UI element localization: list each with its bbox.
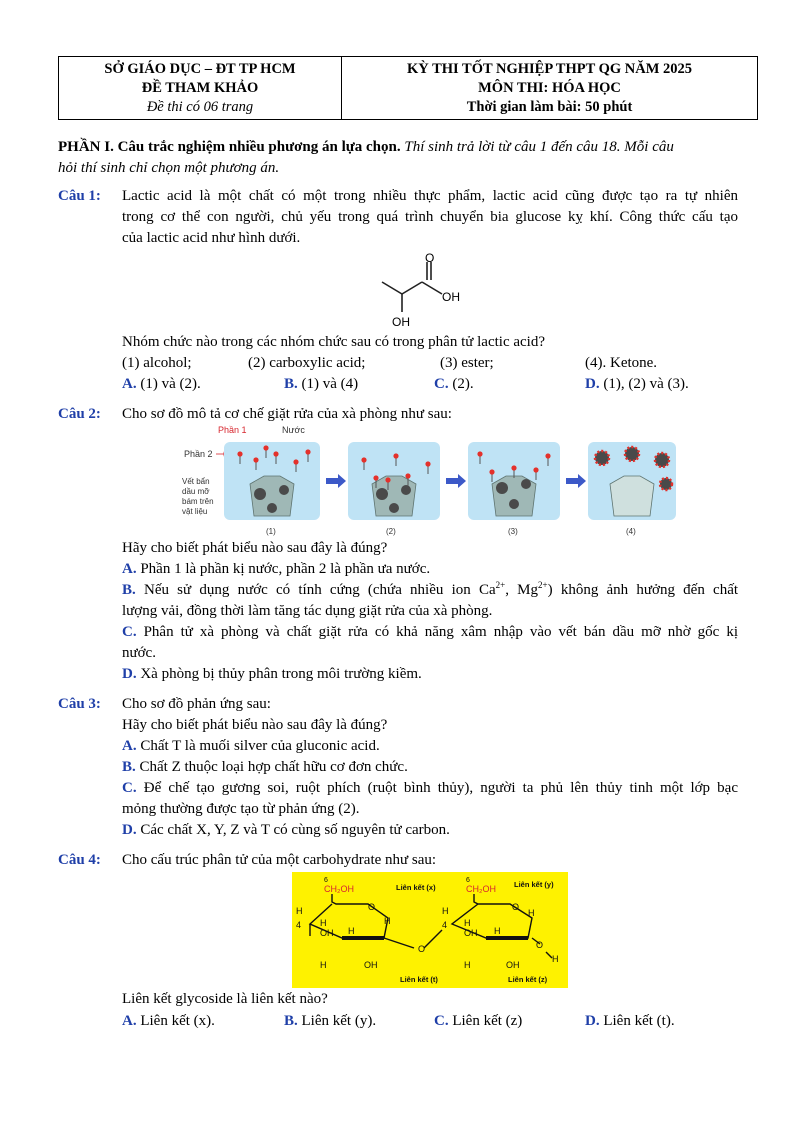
carbonyl-o-label: O [425,252,435,265]
superscript: 2+ [495,580,506,590]
page-count: Đề thi có 06 trang [146,98,254,115]
q1-label: Câu 1: [58,188,101,204]
part-title: PHẦN I. Câu trắc nghiệm nhiều phương án lựa chọn. [58,139,401,155]
ch2oh-left: CH₂OH [324,884,354,894]
label-water: Nước [282,425,305,435]
q2-option-a[interactable] [122,559,430,580]
option-text: Xà phòng bị thủy phân trong môi trường kiềm. [140,666,422,682]
q1-question: Nhóm chức nào trong các nhóm chức sau có trong phân tử lactic acid? [122,334,545,350]
svg-text:H: H [320,918,327,928]
option-text: ) không ảnh hưởng đến chất [547,582,739,598]
q4-question: Liên kết glycoside là liên kết nào? [122,991,328,1007]
option-text: Chất Z thuộc loại hợp chất hữu cơ đơn chức. [139,759,408,775]
svg-text:O: O [368,902,376,912]
label-dirt-4: vật liệu [182,507,208,516]
q3-option-c[interactable] [122,778,738,799]
svg-text:OH: OH [464,928,478,938]
svg-text:OH: OH [320,928,334,938]
option-text: Liên kết (x). [140,1013,215,1029]
bond-y-label: Liên kết (y) [514,880,554,889]
bond-x-label: Liên kết (x) [396,883,436,892]
q3-label: Câu 3: [58,696,101,712]
svg-text:6: 6 [466,877,470,884]
alcohol-oh-label: OH [392,315,410,329]
step-2-label: (2) [386,527,396,536]
option-letter: B. [122,759,136,775]
q1-choice-3: (3) ester; [440,355,494,371]
label-dirt-2: dầu mỡ [182,487,210,496]
q3-option-d[interactable] [122,820,450,841]
svg-text:O: O [418,944,426,954]
q4-option-a[interactable] [122,1011,215,1032]
option-text: Liên kết (z) [452,1013,523,1029]
option-letter: B. [284,1013,298,1029]
option-text: Phân tử xà phòng và chất giặt rửa có khả năng xâm nhập vào vết bán dầu mỡ nhờ gốc kị [143,624,739,640]
q1-choice-2: (2) carboxylic acid; [248,355,366,371]
department: SỞ GIÁO DỤC – ĐT TP HCM [104,60,296,77]
q2-option-b[interactable] [122,580,738,601]
option-letter: A. [122,376,137,392]
q1-text-3: của lactic acid như hình dưới. [122,230,301,246]
option-letter: C. [122,780,137,796]
svg-text:6: 6 [324,877,328,884]
part-instruction: Thí sinh trả lời từ câu 1 đến câu 18. Mỗi câu [404,139,674,155]
step-3-label: (3) [508,527,518,536]
q1-option-b[interactable] [284,374,358,395]
svg-text:H: H [552,954,559,964]
option-text: Liên kết (y). [301,1013,377,1029]
svg-text:OH: OH [364,960,378,970]
soap-washing-diagram [180,424,680,540]
option-text: (1) và (4) [301,376,359,392]
lactic-acid-structure [370,252,480,334]
part-instruction-2: hỏi thí sinh chỉ chọn một phương án. [58,160,280,176]
option-letter: C. [122,624,137,640]
svg-text:H: H [528,908,535,918]
svg-text:H: H [442,906,449,916]
part-title-line [58,137,738,158]
q4-option-d[interactable] [585,1011,675,1032]
disaccharide-structure [292,872,568,988]
option-text: , Mg [505,582,539,598]
q3-option-a[interactable] [122,736,380,757]
bond-z-label: Liên kết (z) [508,975,548,984]
option-text: Để chế tạo gương soi, ruột phích (ruột bình thủy), người ta phủ lên thủy tinh một lớp bạc [143,780,738,796]
option-text: Phần 1 là phần kị nước, phần 2 là phần ưa nước. [140,561,431,577]
q2-option-b-cont: lượng vải, đồng thời làm tăng tác dụng giặt rửa của xà phòng. [122,603,493,619]
option-letter: D. [122,822,137,838]
option-text: Liên kết (t). [603,1013,675,1029]
header-left [59,57,342,119]
option-text: Nếu sử dụng nước có tính cứng (chứa nhiều ion Ca [143,582,496,598]
exam-name: KỲ THI TỐT NGHIỆP THPT QG NĂM 2025 [406,60,693,77]
svg-text:H: H [296,906,303,916]
option-text: Chất T là muối silver của gluconic acid. [140,738,380,754]
q4-option-c[interactable] [434,1011,522,1032]
ch2oh-right: CH₂OH [466,884,496,894]
q2-intro: Cho sơ đồ mô tả cơ chế giặt rửa của xà phòng như sau: [122,406,452,422]
svg-text:H: H [348,926,355,936]
option-letter: A. [122,561,137,577]
svg-text:H: H [320,960,327,970]
label-dirt-3: bám trên [182,497,214,506]
subject: MÔN THI: HÓA HỌC [478,79,621,96]
svg-text:H: H [494,926,501,936]
q4-intro: Cho cấu trúc phân tử của một carbohydrate như sau: [122,852,437,868]
header-right [342,57,757,119]
q2-option-c-cont: nước. [122,645,156,661]
q3-option-c-cont: mỏng thường được tạo từ phản ứng (2). [122,801,360,817]
svg-text:O: O [512,902,520,912]
option-letter: A. [122,738,137,754]
q2-label: Câu 2: [58,406,101,422]
option-text: (2). [452,376,474,392]
exam-header [58,56,758,120]
step-1-label: (1) [266,527,276,536]
q3-option-b[interactable] [122,757,408,778]
option-letter: B. [122,582,136,598]
q2-option-c[interactable] [122,622,738,643]
q1-option-d[interactable] [585,374,689,395]
svg-text:H: H [464,918,471,928]
exam-type: ĐỀ THAM KHẢO [141,79,259,96]
q2-option-d[interactable] [122,664,422,685]
svg-text:OH: OH [506,960,520,970]
svg-text:H: H [384,916,391,926]
option-letter: D. [122,666,137,682]
label-part2: Phần 2 [184,449,213,459]
svg-text:H: H [464,960,471,970]
q1-option-c[interactable] [434,374,474,395]
option-text: (1) và (2). [140,376,201,392]
option-text: (1), (2) và (3). [603,376,689,392]
q1-choice-1: (1) alcohol; [122,355,192,371]
option-letter: B. [284,376,298,392]
option-letter: C. [434,376,449,392]
q3-question: Hãy cho biết phát biểu nào sau đây là đúng? [122,717,388,733]
carboxyl-oh-label: OH [442,290,460,304]
q2-question: Hãy cho biết phát biểu nào sau đây là đúng? [122,540,388,556]
option-text: Các chất X, Y, Z và T có cùng số nguyên tử carbon. [140,822,450,838]
svg-text:4: 4 [442,920,448,930]
option-letter: D. [585,376,600,392]
option-letter: C. [434,1013,449,1029]
option-letter: D. [585,1013,600,1029]
q4-label: Câu 4: [58,852,101,868]
q1-text-1: Lactic acid là một chất có một trong nhiều thực phẩm, lactic acid cũng được tạo ra tự nhiên [122,188,738,204]
label-part1: Phần 1 [218,425,247,435]
option-letter: A. [122,1013,137,1029]
step-4-label: (4) [626,527,636,536]
superscript: 2+ [538,580,548,590]
q4-option-b[interactable] [284,1011,376,1032]
bond-t-label: Liên kết (t) [400,975,438,984]
q3-intro: Cho sơ đồ phản ứng sau: [122,696,271,712]
svg-text:4: 4 [296,920,302,930]
q1-choice-4: (4). Ketone. [585,355,658,371]
duration: Thời gian làm bài: 50 phút [466,98,633,115]
label-dirt-1: Vết bẩn [182,477,210,486]
q1-text-2: trong cơ thể con người, chủ yếu trong quá trình chuyển bia glucose kỵ khí. Công thức cấu tạo [122,209,738,225]
q1-option-a[interactable] [122,374,201,395]
svg-text:O: O [536,940,544,950]
